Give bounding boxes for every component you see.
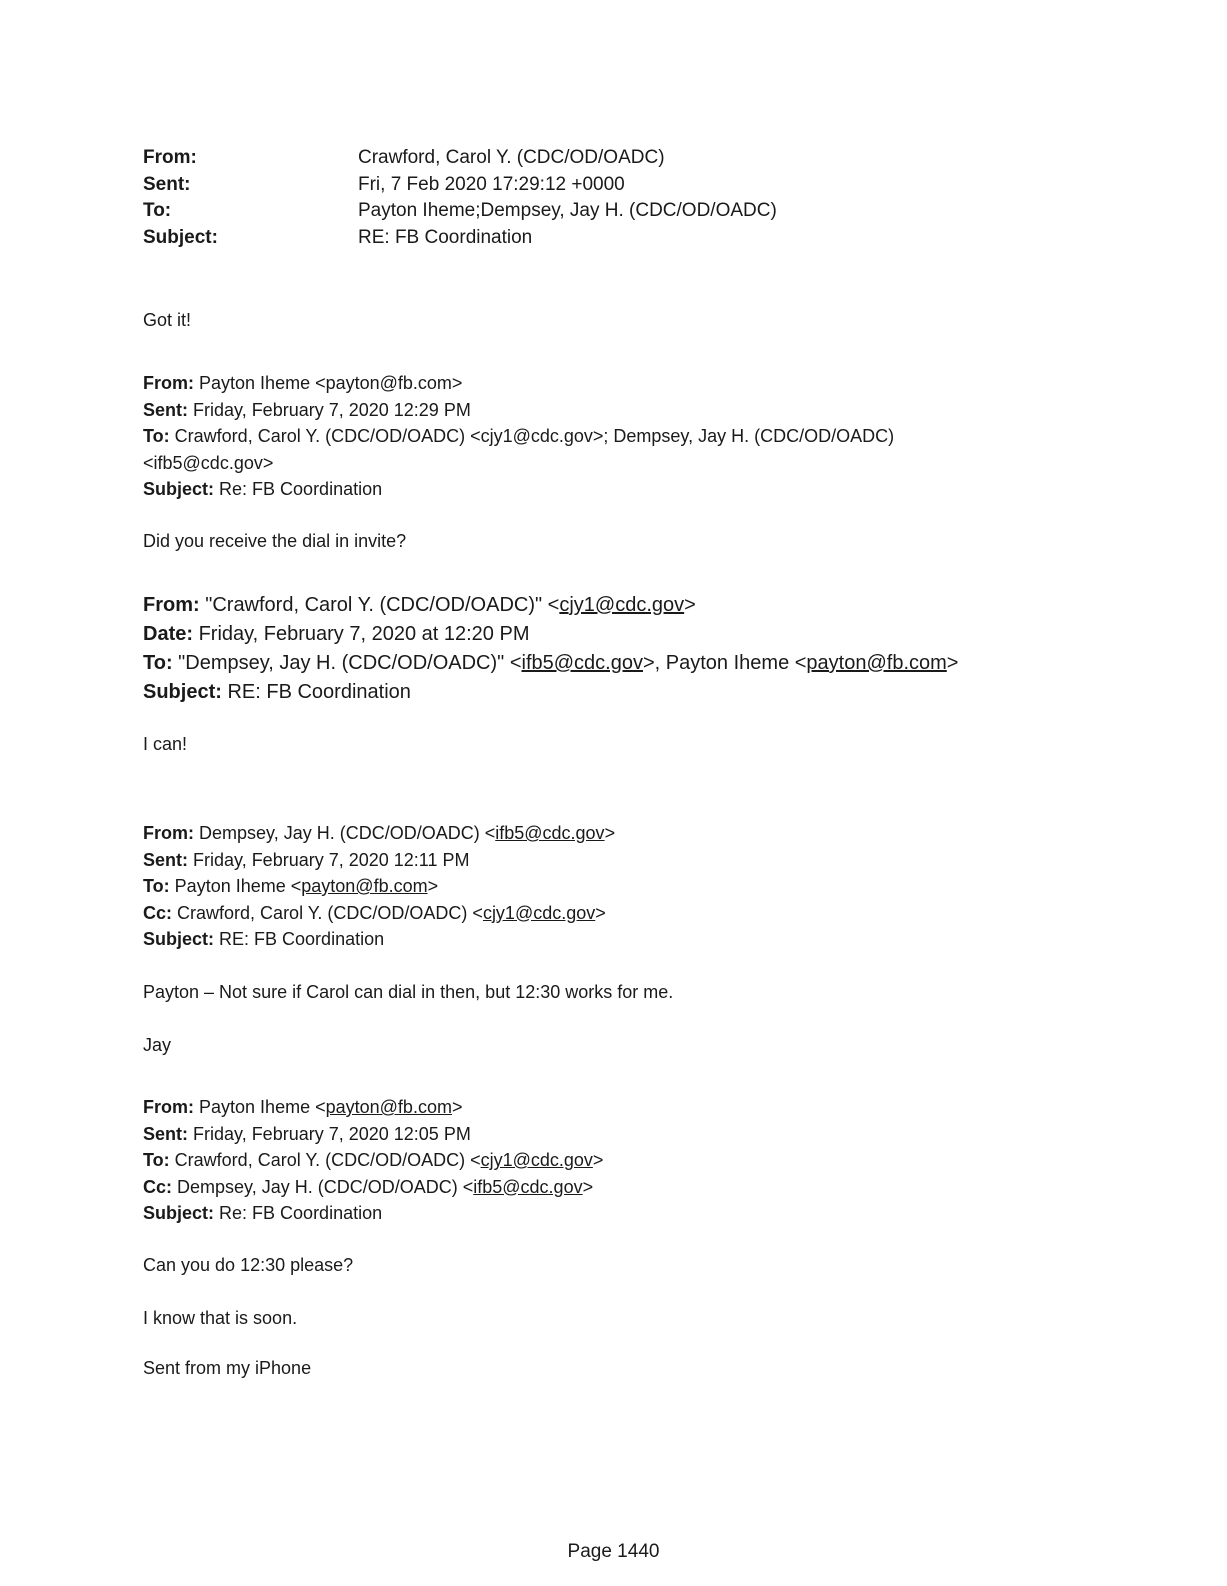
msg2-from-email-link[interactable]: cjy1@cdc.gov [559,594,685,616]
page-number: Page 1440 [567,1541,660,1562]
msg1-body: Did you receive the dial in invite? [143,531,407,551]
msg4-from-email-link[interactable]: payton@fb.com [325,1097,452,1117]
msg1-subject-value: Re: FB Coordination [219,479,383,499]
msg2-to-end: > [946,652,959,674]
msg2-from-name: "Crawford, Carol Y. (CDC/OD/OADC)" < [205,594,560,616]
msg4-to-label: To: [143,1150,170,1170]
msg4-subject-label: Subject: [143,1203,215,1223]
msg3-to-label: To: [143,876,170,896]
msg4-from-label: From: [143,1097,194,1117]
msg2-from-end: > [684,594,696,616]
header-to-row [143,198,1043,225]
msg3-from-name: Dempsey, Jay H. (CDC/OD/OADC) < [199,823,496,843]
header-sent-row [143,172,1043,199]
msg2-body: I can! [143,734,188,754]
msg4-cc-name: Dempsey, Jay H. (CDC/OD/OADC) < [177,1176,474,1197]
msg4-body-2: I know that is soon. [143,1308,298,1328]
msg2-to-email1-link[interactable]: ifb5@cdc.gov [521,652,643,674]
quoted-message-3 [143,820,615,953]
msg4-sent-label: Sent: [143,1123,188,1144]
msg4-cc-end: > [582,1176,594,1197]
msg4-to-email-link[interactable]: cjy1@cdc.gov [480,1150,593,1170]
msg4-from-name: Payton Iheme < [199,1097,326,1117]
msg2-subject-label: Subject: [143,681,222,703]
msg4-sent-value: Friday, February 7, 2020 12:05 PM [193,1123,471,1144]
msg4-to-end: > [592,1150,604,1170]
header-from-value: Crawford, Carol Y. (CDC/OD/OADC) [358,147,665,169]
msg4-body-3: Sent from my iPhone [143,1358,312,1378]
msg4-from-end: > [451,1097,463,1117]
msg1-from-label: From: [143,373,194,393]
msg3-from-email-link[interactable]: ifb5@cdc.gov [495,823,605,843]
reply-body: Got it! [143,310,192,330]
msg3-to-name: Payton Iheme < [174,876,302,896]
msg3-from-end: > [604,823,616,843]
header-subject-label: Subject: [143,226,218,248]
msg3-sent-value: Friday, February 7, 2020 12:11 PM [193,849,470,870]
msg2-to-label: To: [143,652,173,674]
msg3-cc-end: > [595,902,606,923]
msg1-sent-label: Sent: [143,399,188,420]
header-from-row [143,145,1043,172]
msg4-cc-label: Cc: [143,1176,173,1197]
msg2-to-name1: "Dempsey, Jay H. (CDC/OD/OADC)" < [178,652,522,674]
msg2-subject-value: RE: FB Coordination [227,681,411,703]
msg1-to-value: Crawford, Carol Y. (CDC/OD/OADC) <cjy1@cdc.gov>; Dempsey, Jay H. (CDC/OD/OADC) [174,426,895,446]
msg3-signature: Jay [143,1035,172,1055]
msg1-sent-value: Friday, February 7, 2020 12:29 PM [193,399,471,420]
msg1-from-value: Payton Iheme <payton@fb.com> [199,373,463,393]
header-from-label: From: [143,147,197,169]
msg3-cc-label: Cc: [143,902,173,923]
msg3-from-label: From: [143,823,194,843]
msg2-date-value: Friday, February 7, 2020 at 12:20 PM [198,623,530,645]
quoted-message-1 [143,370,894,503]
msg2-to-email2-link[interactable]: payton@fb.com [806,652,947,674]
quoted-message-4 [143,1094,603,1227]
header-sent-label: Sent: [143,173,191,195]
msg4-cc-email-link[interactable]: ifb5@cdc.gov [473,1176,583,1197]
msg1-subject-label: Subject: [143,479,215,499]
msg3-subject-value: RE: FB Coordination [219,929,385,949]
msg2-from-label: From: [143,594,200,616]
msg3-cc-name: Crawford, Carol Y. (CDC/OD/OADC) < [177,902,483,923]
email-header [143,145,1043,251]
msg3-to-end: > [427,876,439,896]
quoted-message-2 [143,591,958,707]
header-to-label: To: [143,200,172,222]
msg3-subject-label: Subject: [143,929,215,949]
msg2-date-label: Date: [143,623,194,645]
msg4-body-1: Can you do 12:30 please? [143,1255,354,1275]
msg1-to-label: To: [143,426,170,446]
msg3-body: Payton – Not sure if Carol can dial in then, but 12:30 works for me. [143,982,674,1002]
msg3-sent-label: Sent: [143,849,188,870]
msg2-to-mid: >, Payton Iheme < [642,652,807,674]
header-sent-value: Fri, 7 Feb 2020 17:29:12 +0000 [358,173,625,195]
msg3-cc-email-link[interactable]: cjy1@cdc.gov [482,902,596,923]
header-subject-value: RE: FB Coordination [358,226,533,248]
msg1-to-cont: <ifb5@cdc.gov> [143,452,274,473]
msg4-subject-value: Re: FB Coordination [219,1203,383,1223]
msg4-to-name: Crawford, Carol Y. (CDC/OD/OADC) < [174,1150,481,1170]
msg3-to-email-link[interactable]: payton@fb.com [301,876,428,896]
header-subject-row [143,225,1043,252]
header-to-value: Payton Iheme;Dempsey, Jay H. (CDC/OD/OADC) [358,200,777,222]
